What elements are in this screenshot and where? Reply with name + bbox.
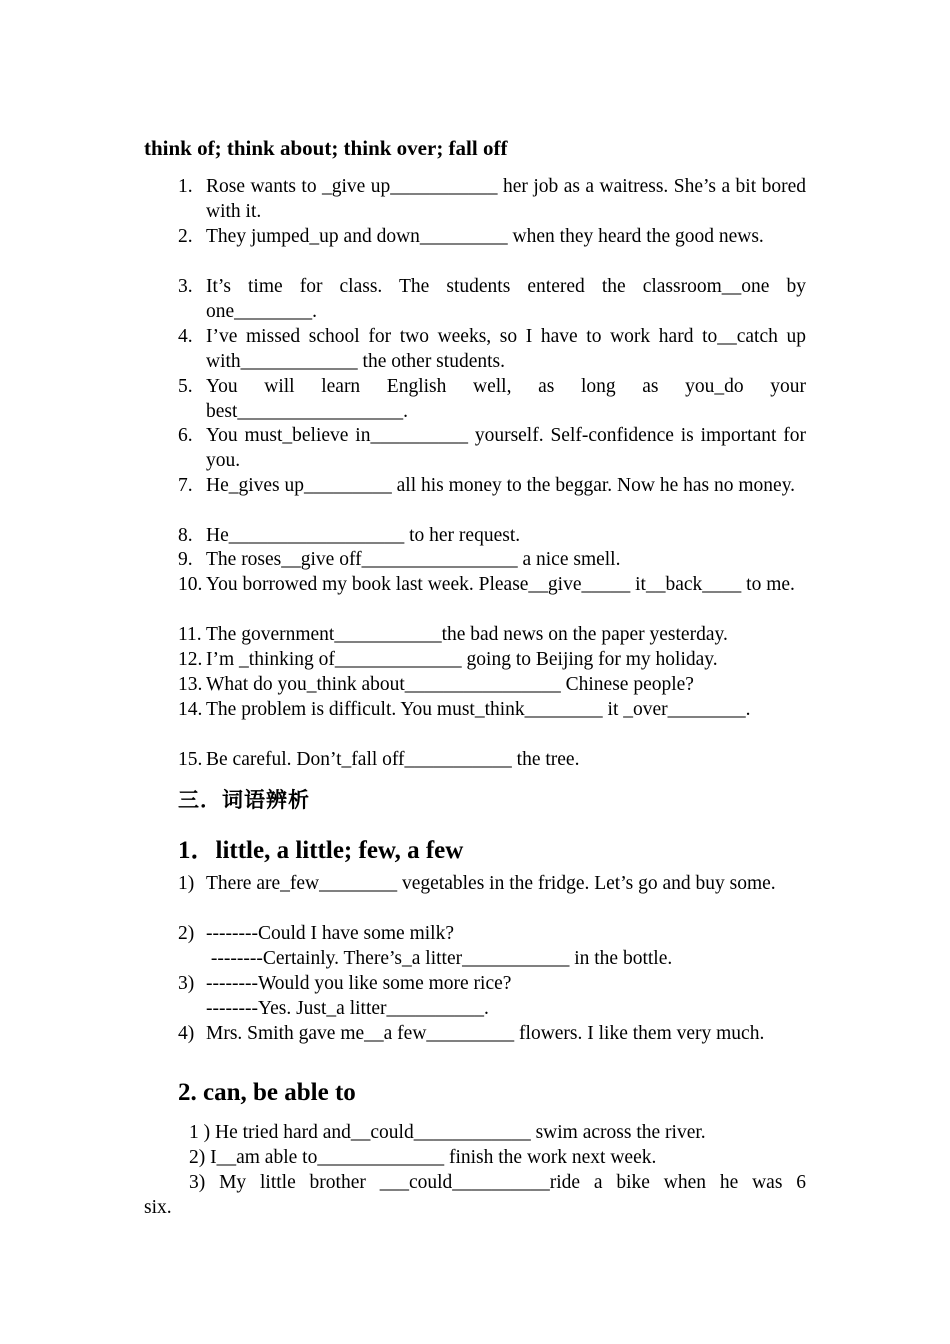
item-text: You must_believe in__________ yourself. Self-confidence is important for you. — [206, 425, 806, 471]
item-text: There are_few________ vegetables in the fridge. Let’s go and buy some. — [206, 873, 776, 894]
item-number: 8. — [178, 525, 193, 546]
list-item — [178, 647, 806, 672]
sentence-line: 1 ) He tried hard and__could____________ swim across the river. — [189, 1122, 706, 1143]
list-item — [178, 871, 806, 896]
item-text: The government___________the bad news on the paper yesterday. — [206, 624, 728, 645]
item-text: The roses__give off________________ a nice smell. — [206, 549, 621, 570]
item-text: It’s time for class. The students entered the classroom__one by one________. — [206, 276, 806, 322]
item-number: 9. — [178, 549, 193, 570]
list-item — [178, 672, 806, 697]
list-item — [178, 324, 806, 374]
list-item — [178, 921, 806, 971]
item-number: 5. — [178, 376, 193, 397]
item-number: 6. — [178, 425, 193, 446]
item-number: 13. — [178, 674, 203, 695]
sentence-line: 2) I__am able to_____________ finish the work next week. — [189, 1147, 657, 1168]
item-text: --------Yes. Just_a litter__________. — [206, 998, 489, 1019]
list-item — [178, 747, 806, 772]
list-item — [178, 274, 806, 324]
list-item — [178, 572, 806, 597]
part2-heading: 2. can, be able to — [178, 1079, 356, 1106]
sentence-line: six. — [144, 1197, 172, 1218]
item-text: He__________________ to her request. — [206, 525, 521, 546]
list-item — [178, 473, 806, 498]
item-text: Mrs. Smith gave me__a few_________ flowers. I like them very much. — [206, 1023, 765, 1044]
item-text: --------Could I have some milk? — [206, 923, 454, 944]
item-number: 10. — [178, 574, 203, 595]
item-number: 12. — [178, 649, 203, 670]
item-text: I’ve missed school for two weeks, so I have to work hard to__catch up with____________ the other students. — [206, 326, 806, 372]
item-text: They jumped_up and down_________ when they heard the good news. — [206, 226, 764, 247]
item-text: Rose wants to _give up___________ her job as a waitress. She’s a bit bored with it. — [206, 176, 806, 222]
list-item — [178, 697, 806, 722]
list-item — [178, 1021, 806, 1046]
item-number: 2) — [178, 923, 195, 944]
item-number: 3) — [178, 973, 195, 994]
list-item — [178, 523, 806, 548]
phrase-heading: think of; think about; think over; fall off — [144, 136, 508, 160]
list-item — [178, 423, 806, 473]
item-text: He_gives up_________ all his money to the beggar. Now he has no money. — [206, 475, 796, 496]
list-item — [178, 224, 806, 249]
item-number: 2. — [178, 226, 193, 247]
item-text: Be careful. Don’t_fall off___________ the tree. — [206, 749, 580, 770]
list-item — [178, 374, 806, 424]
item-number: 4) — [178, 1023, 195, 1044]
list-item — [178, 174, 806, 224]
item-text: You borrowed my book last week. Please__give_____ it__back____ to me. — [206, 574, 795, 595]
item-text: --------Would you like some more rice? — [206, 973, 512, 994]
item-text: --------Certainly. There’s_a litter___________ in the bottle. — [206, 948, 673, 969]
item-text: You will learn English well, as long as you_do your best_________________. — [206, 376, 806, 422]
item-text: What do you_think about________________ Chinese people? — [206, 674, 694, 695]
item-text: The problem is difficult. You must_think________ it _over________. — [206, 699, 751, 720]
section-title: 三．词语辨析 — [178, 788, 310, 812]
sentence-line: 3) My little brother ___could__________ride a bike when he was 6 — [189, 1172, 806, 1193]
item-number: 4. — [178, 326, 193, 347]
item-number: 3. — [178, 276, 193, 297]
list-item — [178, 547, 806, 572]
list-item — [178, 971, 806, 1021]
item-number: 7. — [178, 475, 193, 496]
part1-heading: 1．little, a little; few, a few — [178, 837, 464, 864]
list-item — [178, 622, 806, 647]
item-number: 1) — [178, 873, 195, 894]
item-number: 15. — [178, 749, 203, 770]
item-text: I’m _thinking of_____________ going to Beijing for my holiday. — [206, 649, 718, 670]
item-number: 14. — [178, 699, 203, 720]
item-number: 11. — [178, 624, 202, 645]
item-number: 1. — [178, 176, 193, 197]
